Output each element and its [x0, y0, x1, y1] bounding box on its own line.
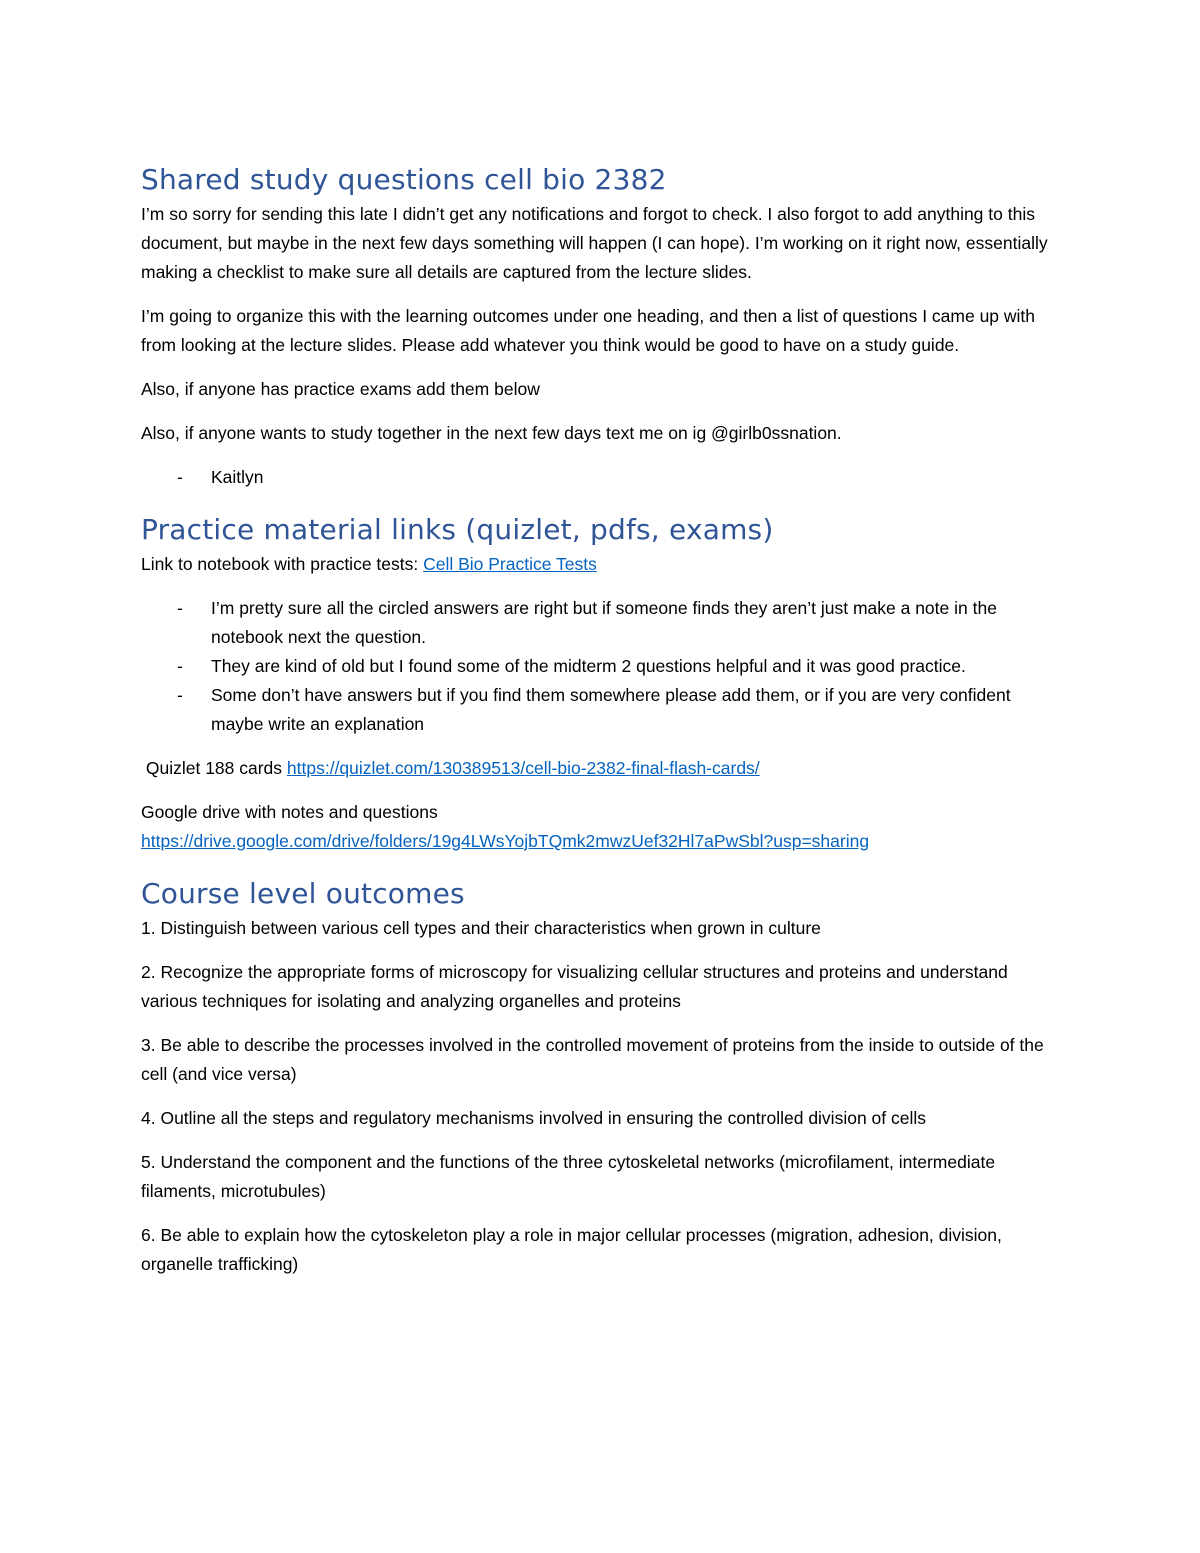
outcome-2: 2. Recognize the appropriate forms of microscopy for visualizing cellular structures and proteins and understand various techniques for isolating and analyzing organelles and proteins: [141, 962, 1008, 1011]
document-page: [141, 160, 1056, 1294]
intro-paragraph-2: I’m going to organize this with the learning outcomes under one heading, and then a list of questions I came up with from looking at the lecture slides. Please add whatever you think would be good to have on a study guide.: [141, 306, 1036, 355]
outcome-6: 6. Be able to explain how the cytoskeleton play a role in major cellular processes (migration, adhesion, division, organelle trafficking): [141, 1225, 1002, 1274]
drive-label: Google drive with notes and questions: [141, 802, 438, 822]
dash-bullet: -: [177, 467, 183, 487]
intro-paragraph-4: Also, if anyone wants to study together in the next few days text me on ig @girlb0ssnation.: [141, 423, 842, 443]
notebook-link[interactable]: Cell Bio Practice Tests: [423, 554, 597, 574]
dash-bullet: -: [177, 656, 183, 676]
notebook-label: Link to notebook with practice tests:: [141, 554, 424, 574]
drive-line: [141, 827, 1056, 856]
practice-note-1: I’m pretty sure all the circled answers are right but if someone finds they aren’t just make a note in the notebook next the question.: [211, 598, 997, 647]
signature-item: [141, 463, 1056, 492]
quizlet-line: [141, 754, 1056, 783]
signature-name: Kaitlyn: [211, 467, 264, 487]
practice-note-3: Some don’t have answers but if you find them somewhere please add them, or if you are very confident maybe write an explanation: [211, 685, 1011, 734]
outcome-5: 5. Understand the component and the functions of the three cytoskeletal networks (microfilament, intermediate filaments, microtubules): [141, 1152, 996, 1201]
outcome-1: 1. Distinguish between various cell types and their characteristics when grown in culture: [141, 918, 821, 938]
practice-notes-list: [141, 594, 1056, 739]
document-title: Shared study questions cell bio 2382: [141, 163, 667, 196]
quizlet-link[interactable]: https://quizlet.com/130389513/cell-bio-2382-final-flash-cards/: [286, 758, 760, 778]
outcomes-heading: Course level outcomes: [141, 877, 465, 910]
practice-heading: Practice material links (quizlet, pdfs, exams): [141, 513, 774, 546]
list-item: [141, 652, 1056, 681]
outcome-4: 4. Outline all the steps and regulatory mechanisms involved in ensuring the controlled division of cells: [141, 1108, 927, 1128]
list-item: [141, 594, 1056, 652]
intro-paragraph-1: I’m so sorry for sending this late I didn’t get any notifications and forgot to check. I also forgot to add anything to this document, but maybe in the next few days something will happen (I can hope). I’m working on it right now, essentially making a checklist to make sure all details are captured from the lecture slides.: [141, 204, 1048, 282]
list-item: [141, 681, 1056, 739]
quizlet-label: Quizlet 188 cards: [141, 758, 287, 778]
notebook-line: [141, 550, 1056, 579]
signature-list: [141, 463, 1056, 492]
dash-bullet: -: [177, 685, 183, 705]
drive-link[interactable]: https://drive.google.com/drive/folders/19g4LWsYojbTQmk2mwzUef32Hl7aPwSbl?usp=sharing: [141, 831, 870, 851]
outcome-3: 3. Be able to describe the processes involved in the controlled movement of proteins from the inside to outside of the cell (and vice versa): [141, 1035, 1044, 1084]
intro-paragraph-3: Also, if anyone has practice exams add them below: [141, 379, 540, 399]
dash-bullet: -: [177, 598, 183, 618]
practice-note-2: They are kind of old but I found some of the midterm 2 questions helpful and it was good practice.: [211, 656, 966, 676]
